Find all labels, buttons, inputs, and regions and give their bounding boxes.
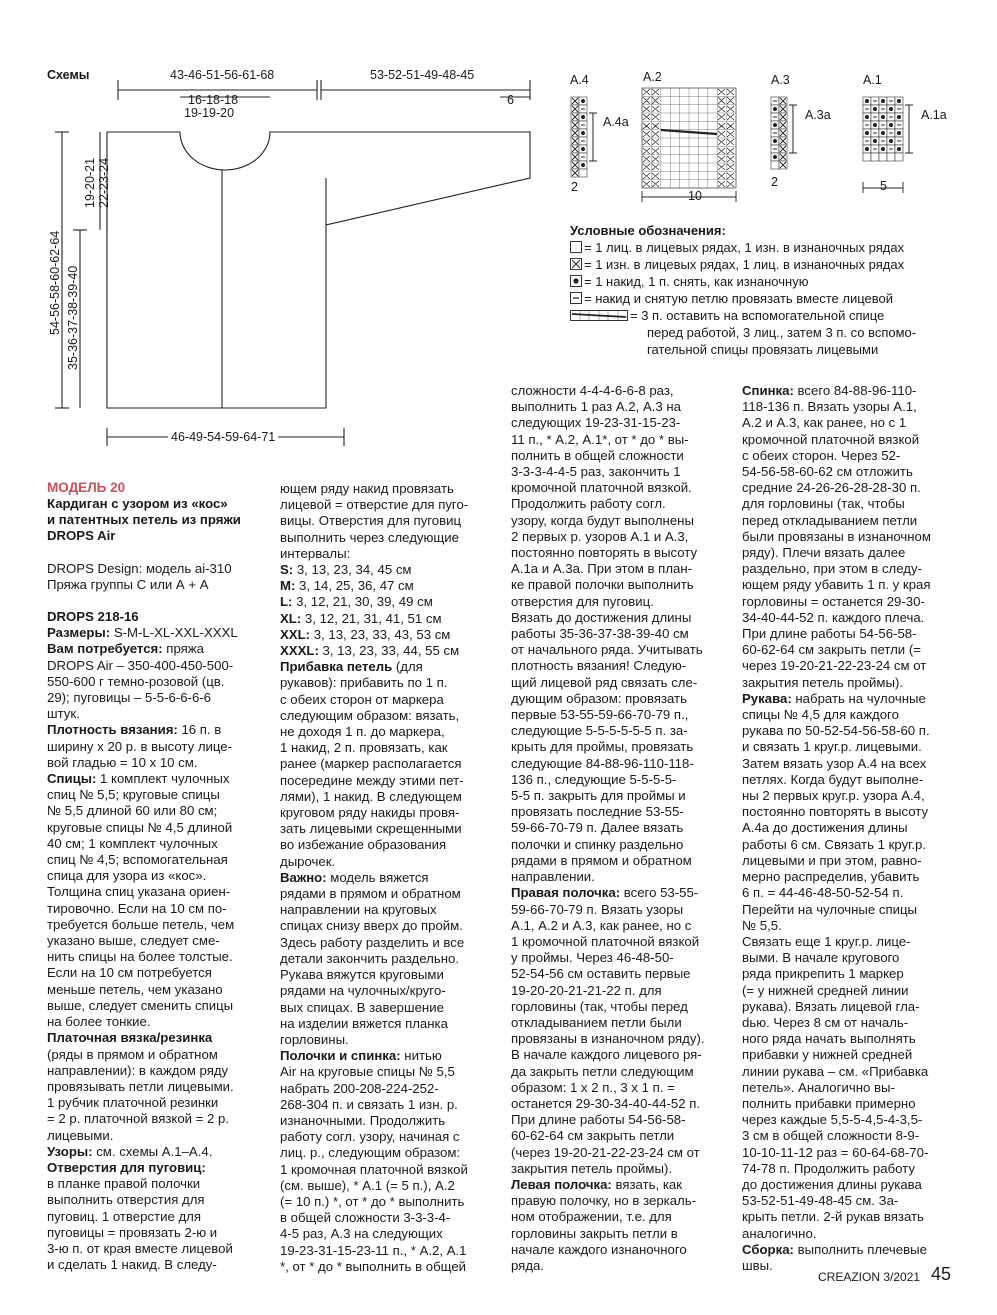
knitting-charts	[565, 85, 945, 210]
dim-neck-1: 16-18-18	[188, 93, 239, 107]
dim-armhole-2: 22-23-24	[97, 157, 111, 208]
text-column-1	[47, 480, 272, 1273]
legend-item-knit: = 1 лиц. в лицевых рядах, 1 изн. в изнаночных рядах	[570, 240, 904, 256]
chart-a1-width: 5	[880, 179, 887, 193]
garment-schematic	[0, 0, 560, 450]
chart-a1-label: A.1	[863, 73, 882, 87]
chart-a3-label: A.3	[771, 73, 790, 87]
knit-together-icon	[570, 292, 582, 304]
legend-item-purl: = 1 изн. в лицевых рядах, 1 лиц. в изнаночных рядах	[570, 257, 904, 273]
dim-body-width-top: 43-46-51-56-61-68	[170, 68, 275, 82]
legend-item-yo-slip: = 1 накид, 1 п. снять, как изнаночную	[570, 274, 808, 290]
schematic-title: Схемы	[47, 68, 90, 82]
legend-cable-cont-1: перед работой, 3 лиц., затем 3 п. со вспомо-	[647, 325, 917, 340]
page-number: 45	[931, 1264, 952, 1284]
dim-sleeve-cuff: 6	[507, 93, 514, 107]
knit-symbol-icon	[570, 241, 582, 253]
legend-item-cable: = 3 п. оставить на вспомогательной спице	[570, 308, 884, 324]
legend-cable-cont-2: гательной спицы провязать лицевыми	[647, 342, 879, 357]
dim-neck-2: 19-19-20	[184, 106, 235, 120]
chart-a3a-label: A.3a	[805, 108, 831, 122]
design-code: DROPS 218-16	[47, 609, 139, 625]
dim-length-to-armhole: 35-36-37-38-39-40	[66, 265, 80, 370]
legend-title: Условные обозначения:	[570, 223, 726, 238]
dim-sleeve-length: 53-52-51-49-48-45	[370, 68, 475, 82]
chart-a1-grid	[863, 97, 913, 161]
chart-a2-width: 10	[688, 189, 702, 203]
yarn-over-slip-icon	[570, 275, 582, 287]
model-title: Кардиган с узором из «кос» и патентных петель из пряжи DROPS Air	[47, 496, 241, 544]
chart-a4-grid	[571, 97, 597, 177]
purl-symbol-icon	[570, 258, 582, 270]
chart-a3-grid	[771, 97, 797, 169]
dim-armhole-1: 19-20-21	[83, 157, 97, 208]
chart-a1a-label: A.1a	[921, 108, 947, 122]
model-number: МОДЕЛЬ 20	[47, 480, 126, 495]
legend-item-knit-together: = накид и снятую петлю провязать вместе лицевой	[570, 291, 893, 307]
text-column-3: сложности 4-4-4-6-6-8 раз, выполнить 1 раз А.2, А.3 на следующих 19-23-31-15-23- 11 п., * А.2, А.1*, от * до * вы- полнить в общей сложности 3-3-3-4-4-5 раз, закончить 1 кромочной платочной вязкой. Продолжить работу согл. узору, когда будут выполнены 2 первых р. узоров А.1 и А.3, постоянно повторять в высоту А.1а и А.3а. При этом в план- ке правой полочки выполнить отверстия для пуговиц. Вязать до достижения длины работы 35-36-37-38-39-40 см от начального ряда. Учитывать плотность вязания! Следую- щий лицевой ряд связать сле- дующим образом: провязать первые 53-55-59-66-70-79 п., следующие 5-5-5-5-5-5 п. за- крыть для проймы, провязать следующие 84-88-96-110-118- 136 п., следующие 5-5-5-5- 5-5 п. закрыть для проймы и провязать последние 53-55- 59-66-70-79 п. Далее вязать полочки и спинку раздельно рядами в прямом и обратном направлении. Правая полочка: всего 53-55- 59-66-70-79 п. Вязать узоры А.1, А.2 и А.3, как ранее, но с 1 кромочной платочной вязкой у проймы. Через 46-48-50- 52-54-56 см оставить первые 19-20-20-21-21-22 п. для горловины (так, чтобы перед откладыванием петли были провязаны в изнаночном ряду). В начале каждого лицевого ря- да закрыть петли следующим образом: 1 х 2 п., 3 х 1 п. = останется 29-30-34-40-44-52 п. При длине работы 54-56-58- 60-62-64 см закрыть петли (через 19-20-21-22-23-24 см от закрытия петель проймы). Левая полочка: вязать, как правую полочку, но в зеркаль- ном отображении, т.е. для горловины закрыть петли в начале каждого изнаночного ряда.	[511, 383, 705, 1273]
dim-bottom-width: 46-49-54-59-64-71	[168, 430, 278, 444]
text-column-2: ющем ряду накид провязать лицевой = отверстие для пуго- вицы. Отверстия для пуговиц выполнить через следующие интервалы: S: 3, 13, 23, 34, 45 см M: 3, 14, 25, 36, 47 см L: 3, 12, 21, 30, 39, 49 см XL: 3, 12, 21, 31, 41, 51 см XXL: 3, 13, 23, 33, 43, 53 см XXXL: 3, 13, 23, 33, 44, 55 см Прибавка петель (для рукавов): прибавить по 1 п. с обеих сторон от маркера следующим образом: вязать, не доходя 1 п. до маркера, 1 накид, 2 п. провязать, как ранее (маркер располагается посередине между этими пет- лями), 1 накид. В следующем круговом ряду накиды провя- зать лицевыми скрещенными во избежание образования дырочек. Важно: модель вяжется рядами в прямом и обратном направлении на круговых спицах снизу вверх до пройм. Здесь работу разделить и все детали закончить раздельно. Рукава вяжутся круговыми рядами на чулочных/кругo- вых спицах. В завершение на изделии вяжется планка горловины. Полочки и спинка: нитью Air на круговые спицы № 5,5 набрать 200-208-224-252- 268-304 п. и связать 1 изн. р. изнаночными. Продолжить работу согл. узору, начиная с лиц. р., следующим образом: 1 кромочная платочной вязкой (см. выше), * А.1 (= 5 п.), А.2 (= 10 п.) *, от * до * выполнить в общей сложности 3-3-3-4- 4-5 раз, А.3 на следующих 19-23-31-15-23-11 п., * А.2, А.1 *, от * до * выполнить в общей	[280, 481, 469, 1274]
col1-body: Размеры: S-M-L-XL-XXL-XXXL Вам потребуется: пряжа DROPS Air – 350-400-450-500- 550-600 г темно-розовой (цв. 29); пуговицы – 5-5-6-6-6-6 штук. Плотность вязания: 16 п. в ширину х 20 р. в высоту лице- вой гладью = 10 х 10 см. Спицы: 1 комплект чулочных спиц № 5,5; круговые спицы № 5,5 длиной 60 или 80 см; круговые спицы № 4,5 длиной 40 см; 1 комплект чулочных спиц № 4,5; вспомогательная спица для узора из «кос». Толщина спиц указана ориен- тировочно. Если на 10 см по- требуется больше петель, чем указано выше, следует сме- нить спицы на более толстые. Если на 10 см потребуется меньше петель, чем указано выше, следует сменить спицы на более тонкие. Платочная вязка/резинка (ряды в прямом и обратном направлении): в каждом ряду провязывать петли лицевыми. 1 рубчик платочной резинки = 2 р. платочной вязкой = 2 р. лицевыми. Узоры: см. схемы А.1–А.4. Отверстия для пуговиц: в планке правой полочки выполнить отверстия для пуговиц. 1 отверстие для пуговицы = провязать 2-ю и 3-ю п. от края вместе лицевой и сделать 1 накид. В следу-	[47, 625, 238, 1273]
cable-symbol-icon	[570, 310, 628, 322]
text-column-4: Спинка: всего 84-88-96-110- 118-136 п. Вязать узоры А.1, А.2 и А.3, как ранее, но с 1 кромочной платочной вязкой с обеих сторон. Через 52- 54-56-58-60-62 см отложить средние 24-26-26-28-28-30 п. для горловины (так, чтобы перед откладыванием петли были провязаны в изнаночном ряду). Плечи вязать далее раздельно, при этом в следу- ющем ряду убавить 1 п. у края горловины = останется 29-30- 34-40-44-52 п. каждого плеча. При длине работы 54-56-58- 60-62-64 см закрыть петли (= через 19-20-21-22-23-24 см от закрытия петель проймы). Рукава: набрать на чулочные спицы № 4,5 для каждого рукава по 50-52-54-56-58-60 п. и связать 1 круг.р. лицевыми. Затем вязать узор А.4 на всех петлях. Когда будут выполне- ны 2 первых круг.р. узора А.4, постоянно повторять в высоту А.4а до достижения длины работы 6 см. Связать 1 круг.р. лицевыми и при этом, равно- мерно распределив, убавить 6 п. = 44-46-48-50-52-54 п. Перейти на чулочные спицы № 5,5. Связать еще 1 круг.р. лице- выми. В начале кругового ряда прикрепить 1 маркер (= у нижней средней линии рукава). Вязать лицевой гла- dью. Через 8 см от началь- ного ряда начать выполнять прибавки у нижней средней линии рукава – см. «Прибавка петель». Аналогично вы- полнить прибавки примерно через каждые 5,5-5-4,5-4-3,5- 3 см в общей сложности 8-9- 10-10-11-12 раз = 60-64-68-70- 74-78 п. Продолжить работу до достижения длины рукава 53-52-51-49-48-45 см. За- крыть петли. 2-й рукав вязать аналогично. Сборка: выполнить плечевые швы.	[742, 383, 931, 1273]
chart-a3-width: 2	[771, 175, 778, 189]
design-info: DROPS Design: модель ai-310 Пряжа группы С или А + А	[47, 560, 232, 592]
magazine-name: CREAZION 3/2021	[818, 1270, 921, 1284]
dim-total-length: 54-56-58-60-62-64	[48, 230, 62, 335]
chart-a4-width: 2	[571, 180, 578, 194]
chart-a2-label: A.2	[643, 70, 662, 84]
legend	[570, 223, 970, 357]
chart-a4-label: A.4	[570, 73, 589, 87]
chart-a4a-label: A.4a	[603, 115, 629, 129]
chart-a2-grid	[642, 88, 736, 188]
